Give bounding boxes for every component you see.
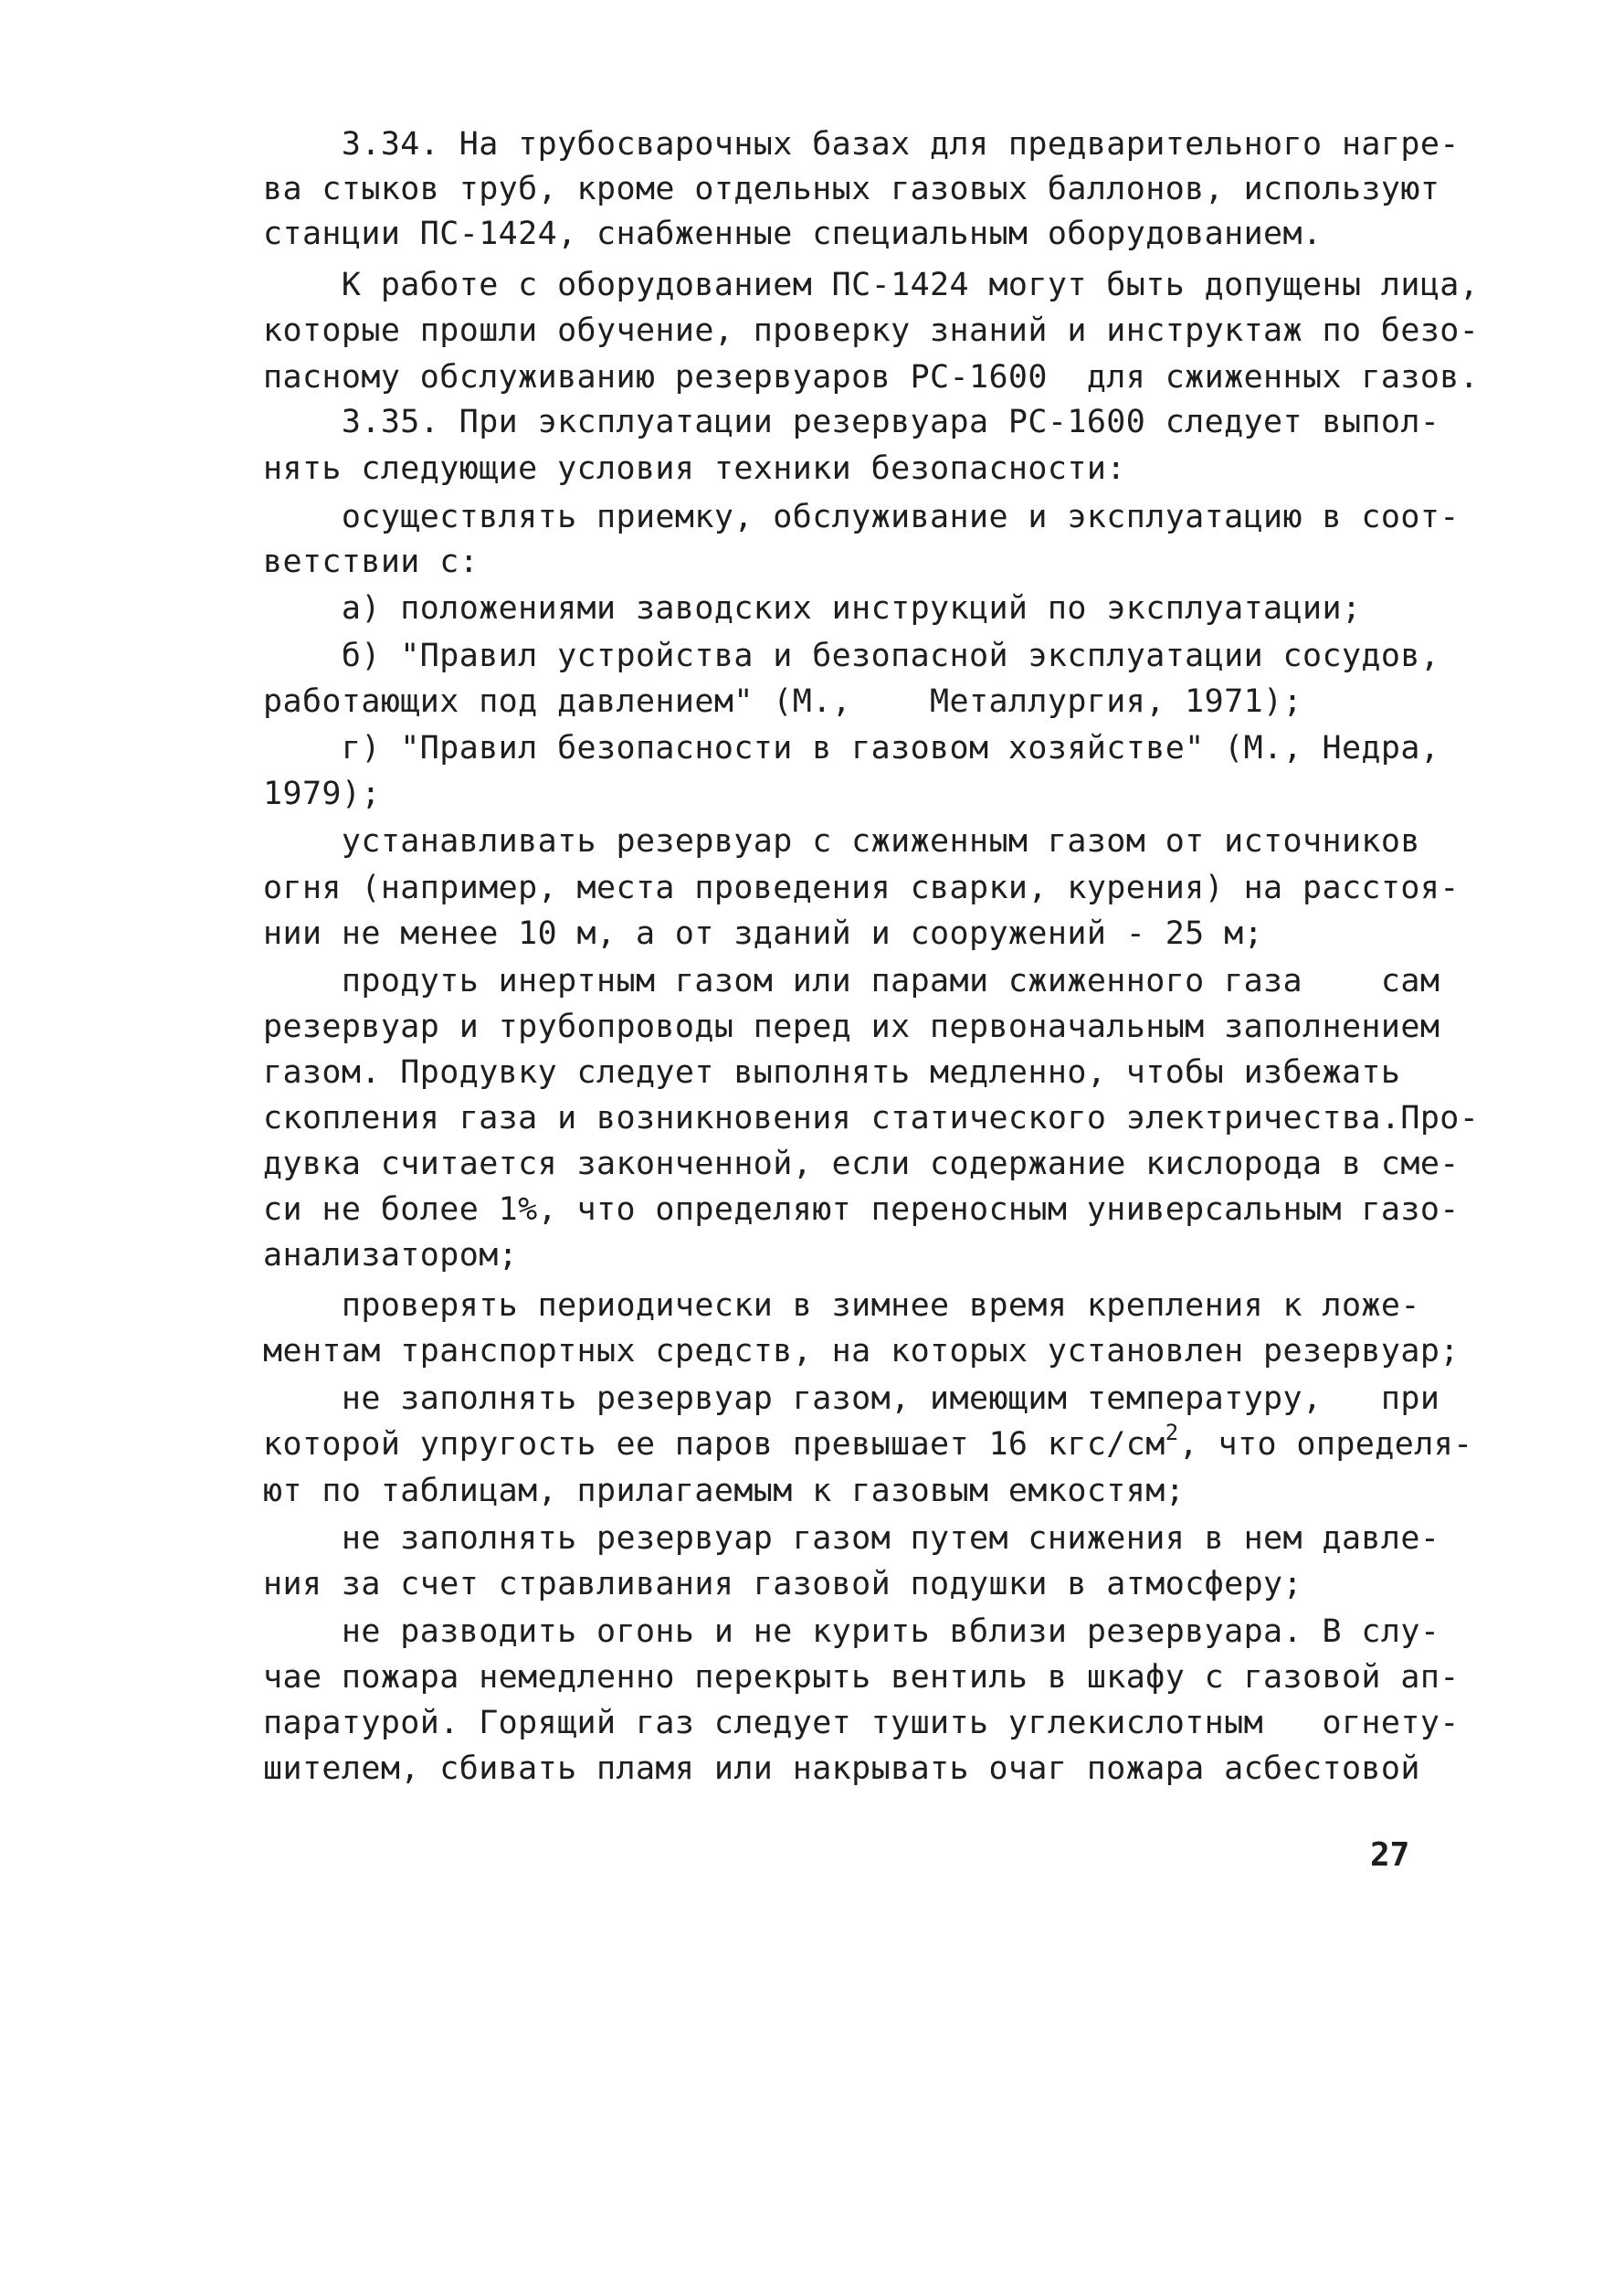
text-line: чае пожара немедленно перекрыть вентиль в шкафу с газовой ап- xyxy=(263,1659,1460,1696)
superscript: 2 xyxy=(1165,1420,1179,1445)
text-line: станции ПС-1424, снабженные специальным оборудованием. xyxy=(263,216,1323,252)
text-line: ветствии с: xyxy=(263,544,480,580)
text-line: К работе с оборудованием ПС-1424 могут быть допущены лица, xyxy=(263,267,1480,303)
text-line: не заполнять резервуар газом, имеющим температуру, при xyxy=(263,1380,1440,1417)
text-line: ва стыков труб, кроме отдельных газовых баллонов, используют xyxy=(263,171,1440,207)
text-line: скопления газа и возникновения статического электричества.Про- xyxy=(263,1100,1480,1136)
page-number: 27 xyxy=(1370,1836,1410,1874)
text-line: нии не менее 10 м, а от зданий и сооружений - 25 м; xyxy=(263,915,1264,952)
text-segment: , что определя- xyxy=(1178,1426,1473,1463)
text-line: 3.35. При эксплуатации резервуара РС-1600 следует выпол- xyxy=(263,404,1440,440)
text-line: ют по таблицам, прилагаемым к газовым емкостям; xyxy=(263,1473,1186,1509)
text-line: устанавливать резервуар с сжиженным газом от источников xyxy=(263,823,1420,860)
text-line: 1979); xyxy=(263,776,381,812)
text-line: си не более 1%, что определяют переносным универсальным газо- xyxy=(263,1191,1460,1228)
text-line: 3.34. На трубосварочных базах для предварительного нагре- xyxy=(263,126,1460,163)
text-line: продуть инертным газом или парами сжиженного газа сам xyxy=(263,963,1440,999)
text-line: г) "Правил безопасности в газовом хозяйстве" (М., Недра, xyxy=(263,730,1440,766)
text-line: осуществлять приемку, обслуживание и эксплуатацию в соот- xyxy=(263,499,1460,535)
text-line-with-superscript xyxy=(263,1422,1473,1466)
text-line: работающих под давлением" (М., Металлургия, 1971); xyxy=(263,683,1303,720)
text-line: нять следующие условия техники безопасности: xyxy=(263,450,1126,487)
text-line: шителем, сбивать пламя или накрывать очаг пожара асбестовой xyxy=(263,1750,1420,1787)
text-line: огня (например, места проведения сварки, курения) на расстоя- xyxy=(263,870,1460,906)
text-line: резервуар и трубопроводы перед их первоначальным заполнением xyxy=(263,1009,1440,1045)
text-line: ментам транспортных средств, на которых установлен резервуар; xyxy=(263,1333,1460,1369)
text-line: не разводить огонь и не курить вблизи резервуара. В слу- xyxy=(263,1613,1440,1650)
text-line: паратурой. Горящий газ следует тушить углекислотным огнету- xyxy=(263,1705,1460,1741)
text-line: газом. Продувку следует выполнять медленно, чтобы избежать xyxy=(263,1054,1401,1091)
text-line: дувка считается законченной, если содержание кислорода в сме- xyxy=(263,1146,1460,1182)
text-line: б) "Правил устройства и безопасной эксплуатации сосудов, xyxy=(263,638,1440,674)
text-line: а) положениями заводских инструкций по эксплуатации; xyxy=(263,590,1362,627)
text-line: не заполнять резервуар газом путем снижения в нем давле- xyxy=(263,1520,1440,1557)
text-line: анализатором; xyxy=(263,1237,519,1274)
text-line: ния за счет стравливания газовой подушки в атмосферу; xyxy=(263,1566,1303,1602)
text-line: проверять периодически в зимнее время крепления к ложе- xyxy=(263,1287,1420,1324)
text-segment: которой упругость ее паров превышает 16 кгс/см xyxy=(263,1426,1165,1463)
text-line: которые прошли обучение, проверку знаний и инструктаж по безо- xyxy=(263,312,1480,349)
text-line: пасному обслуживанию резервуаров РС-1600 для сжиженных газов. xyxy=(263,359,1480,396)
